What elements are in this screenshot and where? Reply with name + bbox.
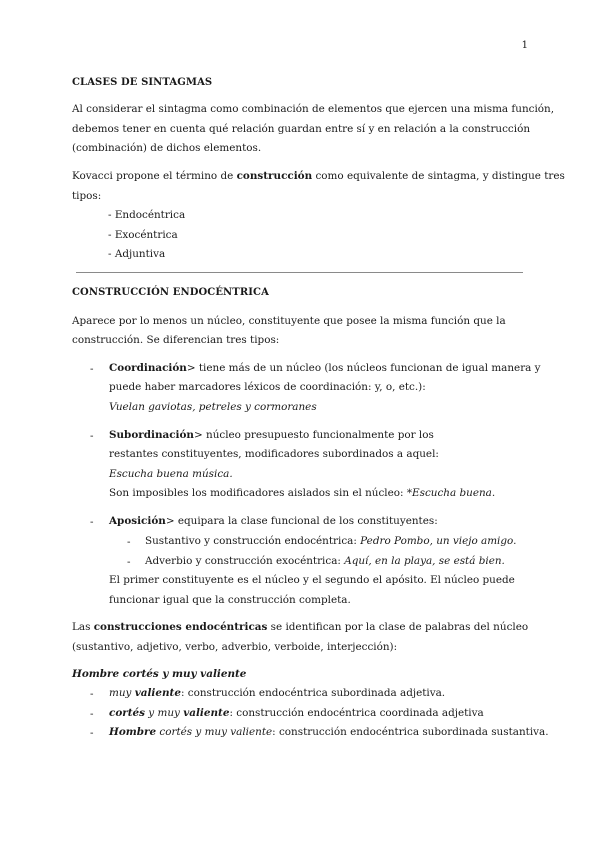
example-2-d: valiente <box>183 707 230 719</box>
example-3-b: Hombre <box>109 726 157 738</box>
bullet-example-3: - <box>90 727 94 739</box>
example-3-e: : construcción endocéntrica subordinada sustantiva. <box>272 726 549 738</box>
example-item-2 <box>109 708 484 718</box>
example-title <box>72 669 246 679</box>
intro-line-3: (combinación) de dichos elementos. <box>72 142 262 154</box>
intro-line-1: Al considerar el sintagma como combinación de elementos que ejercen una misma función, <box>72 103 555 115</box>
apos-line-1-text: > equipara la clase funcional de los constituyentes: <box>165 515 438 527</box>
type-item-exocentrica: - Exocéntrica <box>108 229 178 241</box>
example-1-e: : construcción endocéntrica subordinada adjetiva. <box>180 687 446 699</box>
bullet-example-2: - <box>90 708 94 720</box>
kovacci-term: construcción <box>236 170 313 182</box>
endo-intro-line-1: Aparece por lo menos un núcleo, constituyente que posee la misma función que la <box>72 315 506 327</box>
example-title-text: Hombre cortés y muy valiente <box>72 668 247 680</box>
example-item-1 <box>109 688 445 698</box>
apos-line-1 <box>109 516 438 526</box>
apos-sub-2-text: Adverbio y construcción exocéntrica: <box>145 555 345 567</box>
subord-example <box>109 469 233 479</box>
example-1-a: muy <box>109 687 135 699</box>
intro-line-2: debemos tener en cuenta qué relación guardan entre sí y en relación a la construcción <box>72 123 531 135</box>
endo-intro-line-2: construcción. Se diferencian tres tipos: <box>72 334 280 346</box>
apos-sub-1-text: Sustantivo y construcción endocéntrica: <box>145 535 361 547</box>
page-number: 1 <box>521 40 528 51</box>
subord-line-1-text: > núcleo presupuesto funcionalmente por los <box>194 429 434 441</box>
example-2-b: cortés <box>109 707 145 719</box>
kovacci-pre: Kovacci propone el término de <box>72 170 237 182</box>
classes-pre: Las <box>72 621 94 633</box>
subord-line-1 <box>109 430 434 440</box>
subord-line-4 <box>109 488 495 498</box>
coord-line-1 <box>109 363 541 373</box>
subord-line-4-example: *Escucha buena. <box>406 487 496 499</box>
section-title-clases: CLASES DE SINTAGMAS <box>72 77 213 88</box>
type-item-endocentrica: - Endocéntrica <box>108 209 186 221</box>
coord-example <box>109 402 317 412</box>
coord-line-1-text: > tiene más de un núcleo (los núcleos funcionan de igual manera y <box>186 362 541 374</box>
subord-term: Subordinación <box>109 429 194 441</box>
example-item-3 <box>109 727 549 737</box>
bullet-subordinacion: - <box>90 430 94 442</box>
classes-line-2: (sustantivo, adjetivo, verbo, adverbio, verboide, interjección): <box>72 641 398 653</box>
apos-line-5: funcionar igual que la construcción completa. <box>109 594 351 606</box>
classes-line-1 <box>72 622 528 632</box>
classes-term: construcciones endocéntricas <box>93 621 268 633</box>
bullet-coordinacion: - <box>90 363 94 375</box>
section-title-endocentrica: CONSTRUCCIÓN ENDOCÉNTRICA <box>72 287 269 298</box>
kovacci-line-1 <box>72 171 565 181</box>
type-item-adjuntiva: - Adjuntiva <box>108 248 166 260</box>
example-1-b: valiente <box>134 687 181 699</box>
subord-example-text: Escucha buena música. <box>109 468 233 480</box>
subord-line-2: restantes constituyentes, modificadores subordinados a aquel: <box>109 448 439 460</box>
apos-line-4: El primer constituyente es el núcleo y el segundo el apósito. El núcleo puede <box>109 574 515 586</box>
example-3-c: cortés y muy valiente <box>156 726 273 738</box>
apos-sub-1 <box>145 536 516 546</box>
bullet-apos-sub-2: - <box>127 556 131 568</box>
kovacci-line-2: tipos: <box>72 190 102 202</box>
subord-line-4-text: Son imposibles los modificadores aislados sin el núcleo: <box>109 487 407 499</box>
bullet-example-1: - <box>90 688 94 700</box>
apos-sub-2-example: Aquí, en la playa, se está bien. <box>344 555 505 567</box>
classes-post: se identifican por la clase de palabras del núcleo <box>267 621 529 633</box>
kovacci-post: como equivalente de sintagma, y distingue tres <box>312 170 565 182</box>
bullet-apos-sub-1: - <box>127 536 131 548</box>
example-2-e: : construcción endocéntrica coordinada adjetiva <box>229 707 484 719</box>
coord-example-text: Vuelan gaviotas, petreles y cormoranes <box>109 401 317 413</box>
apos-sub-1-example: Pedro Pombo, un viejo amigo. <box>360 535 517 547</box>
horizontal-divider <box>76 272 523 273</box>
bullet-aposicion: - <box>90 516 94 528</box>
coord-term: Coordinación <box>109 362 187 374</box>
apos-term: Aposición <box>109 515 166 527</box>
apos-sub-2 <box>145 556 505 566</box>
example-2-c: y muy <box>145 707 184 719</box>
coord-line-2: puede haber marcadores léxicos de coordinación: y, o, etc.): <box>109 381 426 393</box>
